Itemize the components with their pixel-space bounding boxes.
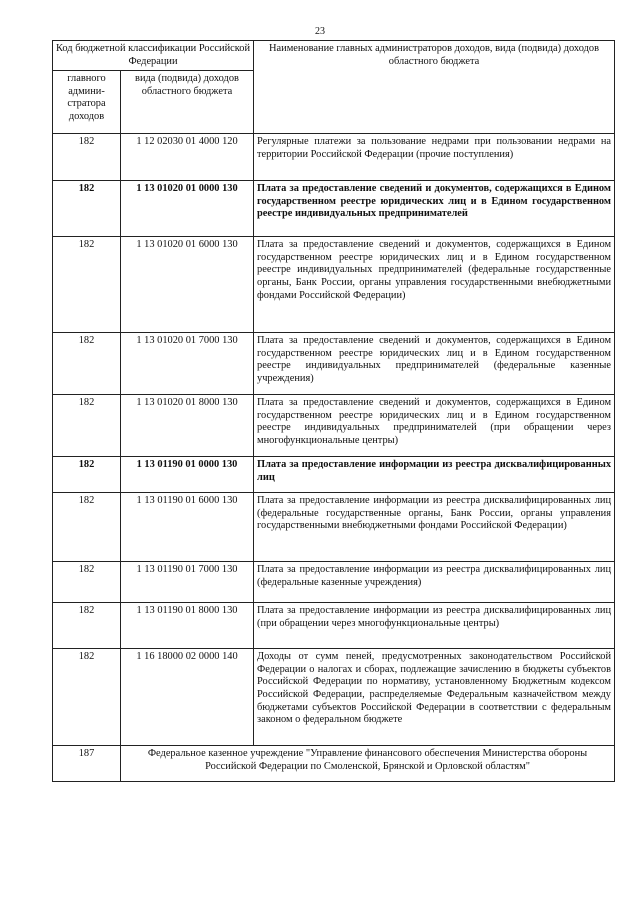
income-name-cell: Плата за предоставление сведений и документов, содержащихся в Едином государственном реестре юридических лиц и в Едином государственном реестре индивидуальных предпринимателей (федеральные казенные учреждения)	[254, 333, 615, 395]
admin-code-cell: 182	[53, 237, 121, 333]
income-name-cell: Плата за предоставление сведений и документов, содержащихся в Едином государственном реестре юридических лиц и в Едином государственном реестре индивидуальных предпринимателей (при обращении через многофункциональные центры)	[254, 395, 615, 457]
income-code-cell: 1 13 01020 01 7000 130	[121, 333, 254, 395]
table-row	[53, 134, 615, 181]
income-code-cell: 1 12 02030 01 4000 120	[121, 134, 254, 181]
administrator-row	[53, 746, 615, 782]
header-column-admin: главного админи-стратора доходов	[53, 71, 121, 134]
income-name-cell: Плата за предоставление информации из реестра дисквалифицированных лиц (федеральные казенные учреждения)	[254, 562, 615, 603]
income-name-cell: Плата за предоставление информации из реестра дисквалифицированных лиц (при обращении через многофункциональные центры)	[254, 603, 615, 649]
admin-code-cell: 182	[53, 333, 121, 395]
page-number: 23	[315, 26, 325, 37]
income-code-cell: 1 13 01020 01 8000 130	[121, 395, 254, 457]
table-row	[53, 181, 615, 237]
table-row	[53, 493, 615, 562]
administrator-name: Федеральное казенное учреждение "Управление финансового обеспечения Министерства обороны Российской Федерации по Смоленской, Брянской и Орловской областям"	[121, 746, 615, 782]
income-name-cell: Плата за предоставление информации из реестра дисквалифицированных лиц (федеральные государственные органы, Банк России, органы управления государственными внебюджетными фондами Российской Федерации)	[254, 493, 615, 562]
income-name-cell: Доходы от сумм пеней, предусмотренных законодательством Российской Федерации о налогах и сборах, подлежащие зачислению в бюджеты субъектов Российской Федерации по нормативу, установленному Бюджетным кодексом Российской Федерации, распределяемые Федеральным казначейством между бюджетами субъектов Российской Федерации в соответствии с федеральным законом о федеральном бюджете	[254, 649, 615, 746]
income-code-cell: 1 13 01190 01 7000 130	[121, 562, 254, 603]
table-header	[53, 41, 615, 134]
income-name-cell: Регулярные платежи за пользование недрами при пользовании недрами на территории Российской Федерации (прочие поступления)	[254, 134, 615, 181]
income-code-cell: 1 13 01190 01 8000 130	[121, 603, 254, 649]
income-code-cell: 1 13 01020 01 0000 130	[121, 181, 254, 237]
table-row	[53, 395, 615, 457]
admin-code-cell: 182	[53, 395, 121, 457]
administrator-code: 187	[53, 746, 121, 782]
table-body	[53, 134, 615, 746]
admin-code-cell: 182	[53, 649, 121, 746]
income-name-cell: Плата за предоставление сведений и документов, содержащихся в Едином государственном реестре юридических лиц и в Едином государственном реестре индивидуальных предпринимателей (федеральные государственные органы, Банк России, органы управления государственными внебюджетными фондами Российской Федерации)	[254, 237, 615, 333]
table-row	[53, 333, 615, 395]
income-name-cell: Плата за предоставление сведений и документов, содержащихся в Едином государственном реестре юридических лиц и в Едином государственном реестре индивидуальных предпринимателей	[254, 181, 615, 237]
income-code-cell: 1 13 01190 01 0000 130	[121, 457, 254, 493]
header-column-name: Наименование главных администраторов доходов, вида (подвида) доходов областного бюджета	[254, 41, 615, 134]
table-row	[53, 457, 615, 493]
table-row	[53, 649, 615, 746]
table-row	[53, 562, 615, 603]
admin-code-cell: 182	[53, 457, 121, 493]
admin-code-cell: 182	[53, 134, 121, 181]
budget-classification-table	[52, 40, 615, 782]
table-row	[53, 237, 615, 333]
income-name-cell: Плата за предоставление информации из реестра дисквалифицированных лиц	[254, 457, 615, 493]
admin-code-cell: 182	[53, 603, 121, 649]
header-column-income: вида (подвида) доходов областного бюджета	[121, 71, 254, 134]
admin-code-cell: 182	[53, 181, 121, 237]
income-code-cell: 1 13 01020 01 6000 130	[121, 237, 254, 333]
admin-code-cell: 182	[53, 562, 121, 603]
admin-code-cell: 182	[53, 493, 121, 562]
income-code-cell: 1 16 18000 02 0000 140	[121, 649, 254, 746]
header-group-title: Код бюджетной классификации Российской Федерации	[53, 41, 254, 71]
table-row	[53, 603, 615, 649]
income-code-cell: 1 13 01190 01 6000 130	[121, 493, 254, 562]
